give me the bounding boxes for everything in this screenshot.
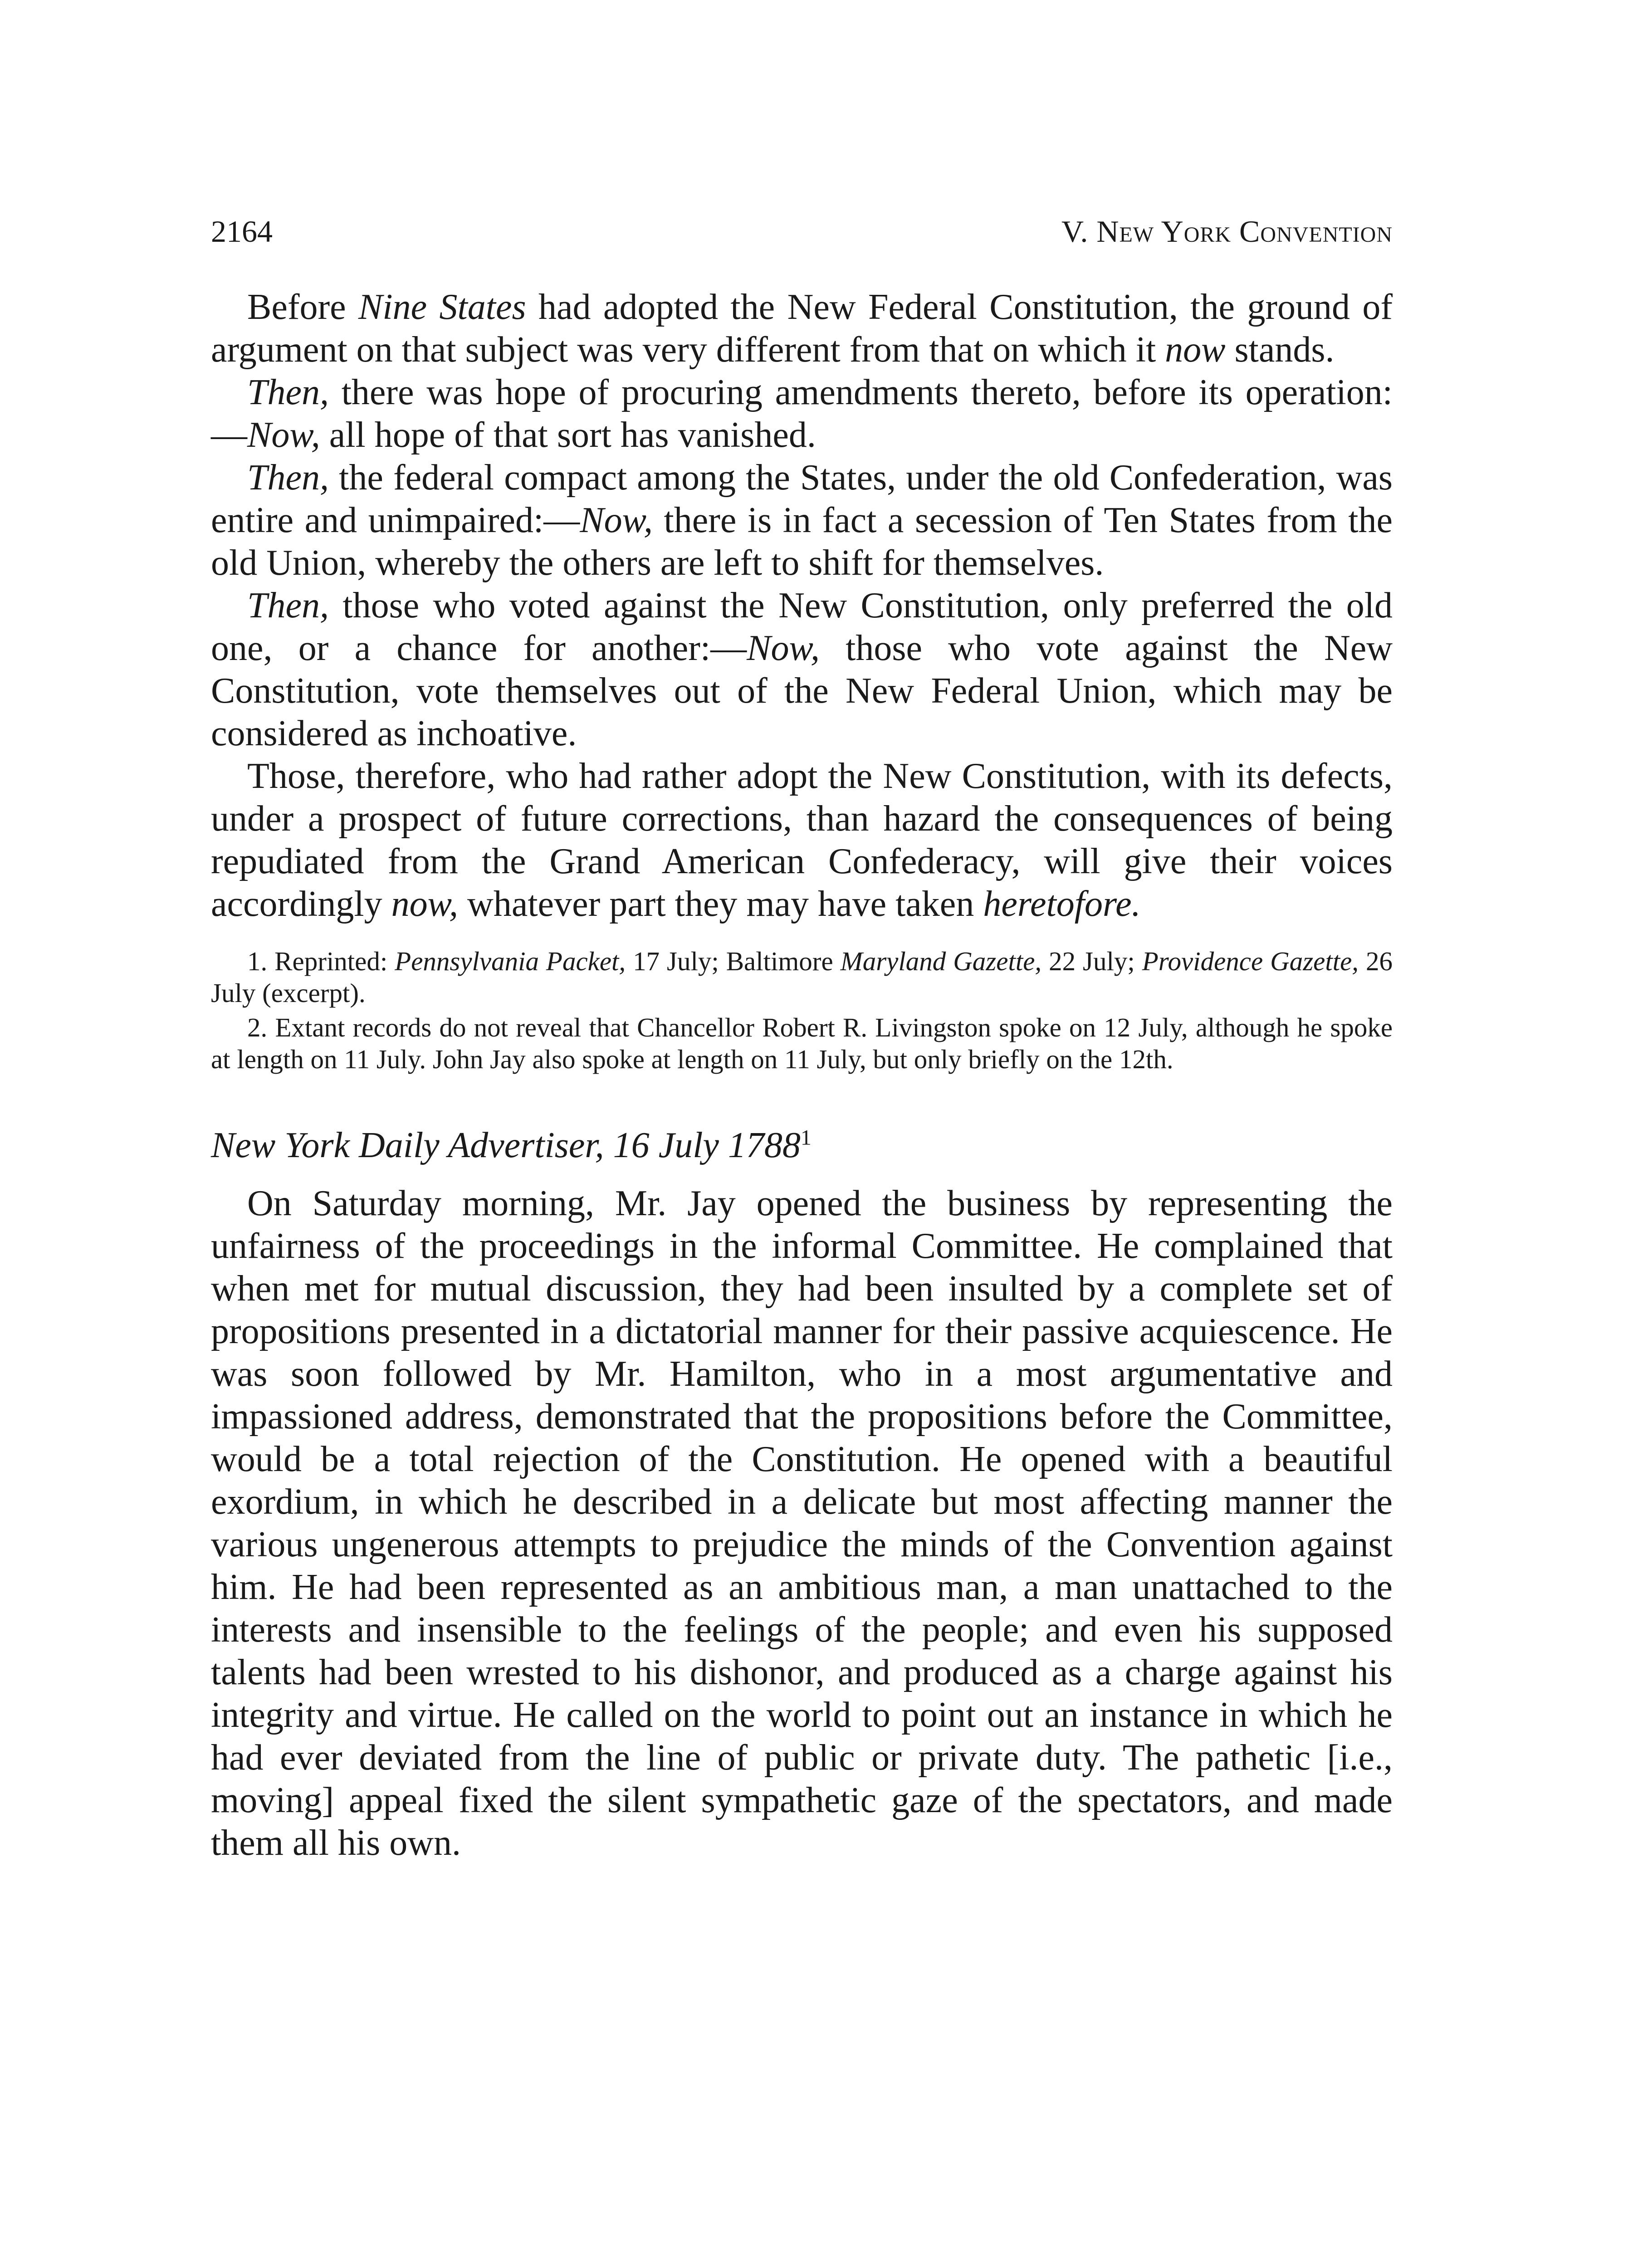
- intro-text: [211, 286, 1393, 925]
- page-number: 2164: [211, 214, 273, 249]
- document-page: [211, 213, 1393, 1864]
- paragraph: On Saturday morning, Mr. Jay opened the business by representing the unfairness of the proceedings in the informal Committee. He complained that when met for mutual discussion, they had been insulted by a complete set of propositions presented in a dictatorial manner for their passive acquiescence. He was soon followed by Mr. Hamilton, who in a most argumentative and impassioned address, demonstrated that the propositions before the Committee, would be a total rejection of the Constitution. He opened with a beautiful exordium, in which he described in a delicate but most affecting manner the various ungenerous attempts to prejudice the minds of the Convention against him. He had been represented as an ambitious man, a man unattached to the interests and insensible to the feelings of the people; and even his supposed talents had been wrested to his dishonor, and produced as a charge against his integrity and virtue. He called on the world to point out an instance in which he had ever deviated from the line of public or private duty. The pathetic [i.e., moving] appeal fixed the silent sympathetic gaze of the spectators, and made them all his own.: [211, 1183, 1393, 1863]
- footnote-ref: 1: [800, 1125, 812, 1150]
- running-title: V. New York Convention: [1061, 214, 1393, 249]
- paragraph: Then, there was hope of procuring amendments thereto, before its operation:—Now, all hope of that sort has vanished.: [211, 372, 1393, 455]
- paragraph: Then, those who voted against the New Constitution, only preferred the old one, or a chance for another:—Now, those who vote against the New Constitution, vote themselves out of the New Federal Union, which may be considered as inchoative.: [211, 586, 1393, 753]
- running-head: [211, 213, 1393, 249]
- footnote-1: 1. Reprinted: Pennsylvania Packet, 17 July; Baltimore Maryland Gazette, 22 July; Providence Gazette, 26 July (excerpt).: [211, 946, 1393, 1008]
- footnote-2: 2. Extant records do not reveal that Chancellor Robert R. Livingston spoke on 12 July, although he spoke at length on 11 July. John Jay also spoke at length on 11 July, but only briefly on the 12th.: [211, 1012, 1393, 1074]
- section-title: New York Daily Advertiser, 16 July 1788: [211, 1125, 801, 1165]
- paragraph: Then, the federal compact among the States, under the old Confederation, was entire and unimpaired:—Now, there is in fact a secession of Ten States from the old Union, whereby the others are left to shift for themselves.: [211, 458, 1393, 583]
- section-heading: [211, 1124, 1393, 1167]
- footnotes: [211, 945, 1393, 1075]
- paragraph: Those, therefore, who had rather adopt the New Constitution, with its defects, under a prospect of future corrections, than hazard the consequences of being repudiated from the Grand American Confederacy, will give their voices accordingly now, whatever part they may have taken heretofore.: [211, 756, 1393, 924]
- article-text: [211, 1182, 1393, 1864]
- paragraph: Before Nine States had adopted the New Federal Constitution, the ground of argument on that subject was very different from that on which it now stands.: [211, 287, 1393, 370]
